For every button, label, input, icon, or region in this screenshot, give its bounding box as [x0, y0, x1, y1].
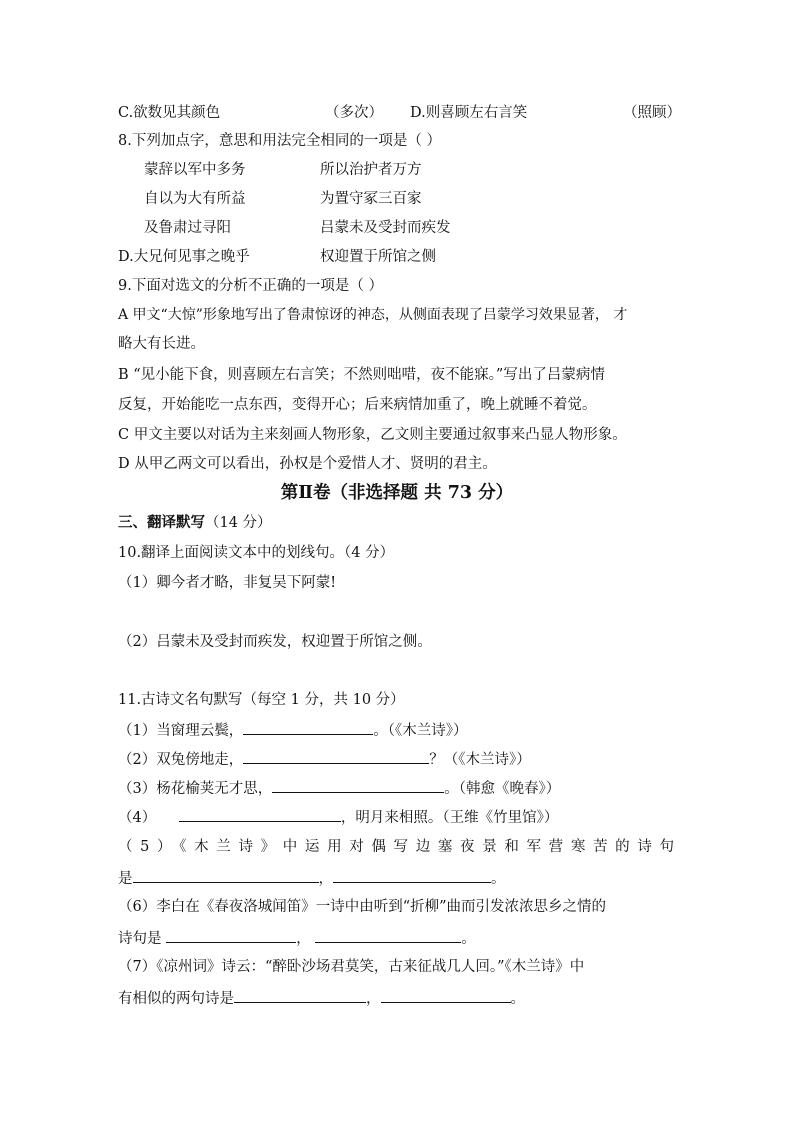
q7-option-d-gloss: （照顾） — [623, 105, 681, 121]
q11-item-6-answers — [118, 927, 476, 949]
q8-row-right: 所以治护者万方 — [320, 162, 422, 178]
q11-item-text: 。 — [491, 871, 506, 887]
q11-item-text: ， — [318, 871, 333, 887]
q9-option-c: C 甲文主要以对话为主来刻画人物形象，乙文则主要通过叙事来凸显人物形象。 — [118, 427, 627, 443]
q11-item-3 — [118, 777, 560, 799]
answer-blank[interactable] — [243, 748, 429, 764]
section-three-points: （14 分） — [205, 515, 272, 531]
q9-option-b-cont: 反复，开始能吃一点东西，变得开心；后来病情加重了，晚上就睡不着觉。 — [118, 397, 597, 413]
q9-option-a-cont: 略大有长进。 — [118, 336, 205, 352]
q11-item-text: 是 — [118, 871, 133, 887]
q11-item-7-answers — [118, 987, 525, 1009]
q11-item-source: 。（《木兰诗》） — [373, 723, 468, 739]
q11-item-7-text: （7）《凉州词》诗云：“醉卧沙场君莫笑，古来征战几人回。”《木兰诗》中 — [118, 959, 585, 975]
q11-item-text: （3）杨花榆荚无才思， — [118, 781, 273, 797]
q7-option-d: D.则喜顾左右言笑 — [410, 105, 528, 121]
q8-row-right: 权迎置于所馆之侧 — [320, 249, 436, 265]
q8-row-left: 自以为大有所益 — [144, 191, 246, 207]
part2-title: 第Ⅱ卷（非选择题 共 73 分） — [280, 483, 514, 503]
q11-item-2 — [118, 748, 531, 770]
answer-blank[interactable] — [234, 987, 366, 1003]
q9-option-d: D 从甲乙两文可以看出，孙权是个爱惜人才、贤明的君主。 — [118, 456, 497, 472]
q11-item-4 — [118, 806, 558, 828]
q8-row-right: 吕蒙未及受封而疾发 — [320, 220, 451, 236]
q8-row-right: 为置守冢三百家 — [320, 191, 422, 207]
answer-blank[interactable] — [166, 927, 296, 943]
q11-item-text: ， — [366, 991, 381, 1007]
q10-stem: 10.翻译上面阅读文本中的划线句。（4 分） — [118, 545, 395, 561]
q11-item-text: （4） — [118, 810, 161, 826]
q7-option-c: C.欲数见其颜色 — [118, 105, 221, 121]
q11-item-source: ？（《木兰诗》） — [429, 752, 531, 768]
q9-stem: 9.下面对选文的分析不正确的一项是（ ） — [118, 278, 383, 294]
q8-row-left: 及鲁肃过寻阳 — [144, 220, 231, 236]
q11-item-source: ，明月来相照。（王维《竹里馆》） — [340, 810, 559, 826]
q11-item-text: （2）双兔傍地走， — [118, 752, 244, 768]
q11-item-text: 。 — [510, 991, 525, 1007]
answer-blank[interactable] — [243, 719, 373, 735]
q10-sentence-2: （2）吕蒙未及受封而疾发，权迎置于所馆之侧。 — [118, 634, 432, 650]
answer-blank[interactable] — [133, 867, 319, 883]
q11-item-text: 有相似的两句诗是 — [118, 991, 234, 1007]
q11-item-1 — [118, 719, 467, 741]
q11-item-6-text: （6）李白在《春夜洛城闻笛》一诗中由听到“折柳”曲而引发浓浓思乡之情的 — [118, 899, 607, 915]
section-three-label: 三、翻译默写 — [118, 514, 205, 531]
answer-blank[interactable] — [315, 927, 461, 943]
q8-row-left: D.大兄何见事之晚乎 — [118, 249, 250, 265]
answer-blank[interactable] — [333, 867, 491, 883]
q11-item-source: 。（韩愈《晚春》） — [444, 781, 561, 797]
q11-item-text: 。 — [461, 931, 476, 947]
q8-stem: 8.下列加点字，意思和用法完全相同的一项是（ ） — [118, 133, 441, 149]
answer-blank[interactable] — [179, 806, 341, 822]
section-three-heading — [118, 513, 272, 533]
q8-row-left: 蒙辞以军中多务 — [144, 162, 246, 178]
q11-item-5-answers — [118, 867, 506, 889]
q11-item-text: （1）当窗理云鬓， — [118, 723, 244, 739]
answer-blank[interactable] — [272, 777, 444, 793]
q9-option-b: B “见小能下食，则喜顾左右言笑；不然则咄唶，夜不能寐。”写出了吕蒙病情 — [118, 367, 605, 383]
q11-item-text: 诗句是 — [118, 931, 167, 947]
q7-option-c-gloss: （多次） — [325, 105, 383, 121]
q11-item-5-text: （5）《木兰诗》中运用对偶写边塞夜景和军营寒苦的诗句 — [118, 839, 674, 855]
q9-option-a: A 甲文“大惊”形象地写出了鲁肃惊讶的神态，从侧面表现了吕蒙学习效果显著， 才 — [118, 307, 628, 323]
q10-sentence-1: （1）卿今者才略，非复吴下阿蒙! — [118, 575, 337, 591]
q11-stem: 11.古诗文名句默写（每空 1 分，共 10 分） — [118, 692, 405, 708]
answer-blank[interactable] — [381, 987, 511, 1003]
q11-item-text: ， — [296, 931, 316, 947]
